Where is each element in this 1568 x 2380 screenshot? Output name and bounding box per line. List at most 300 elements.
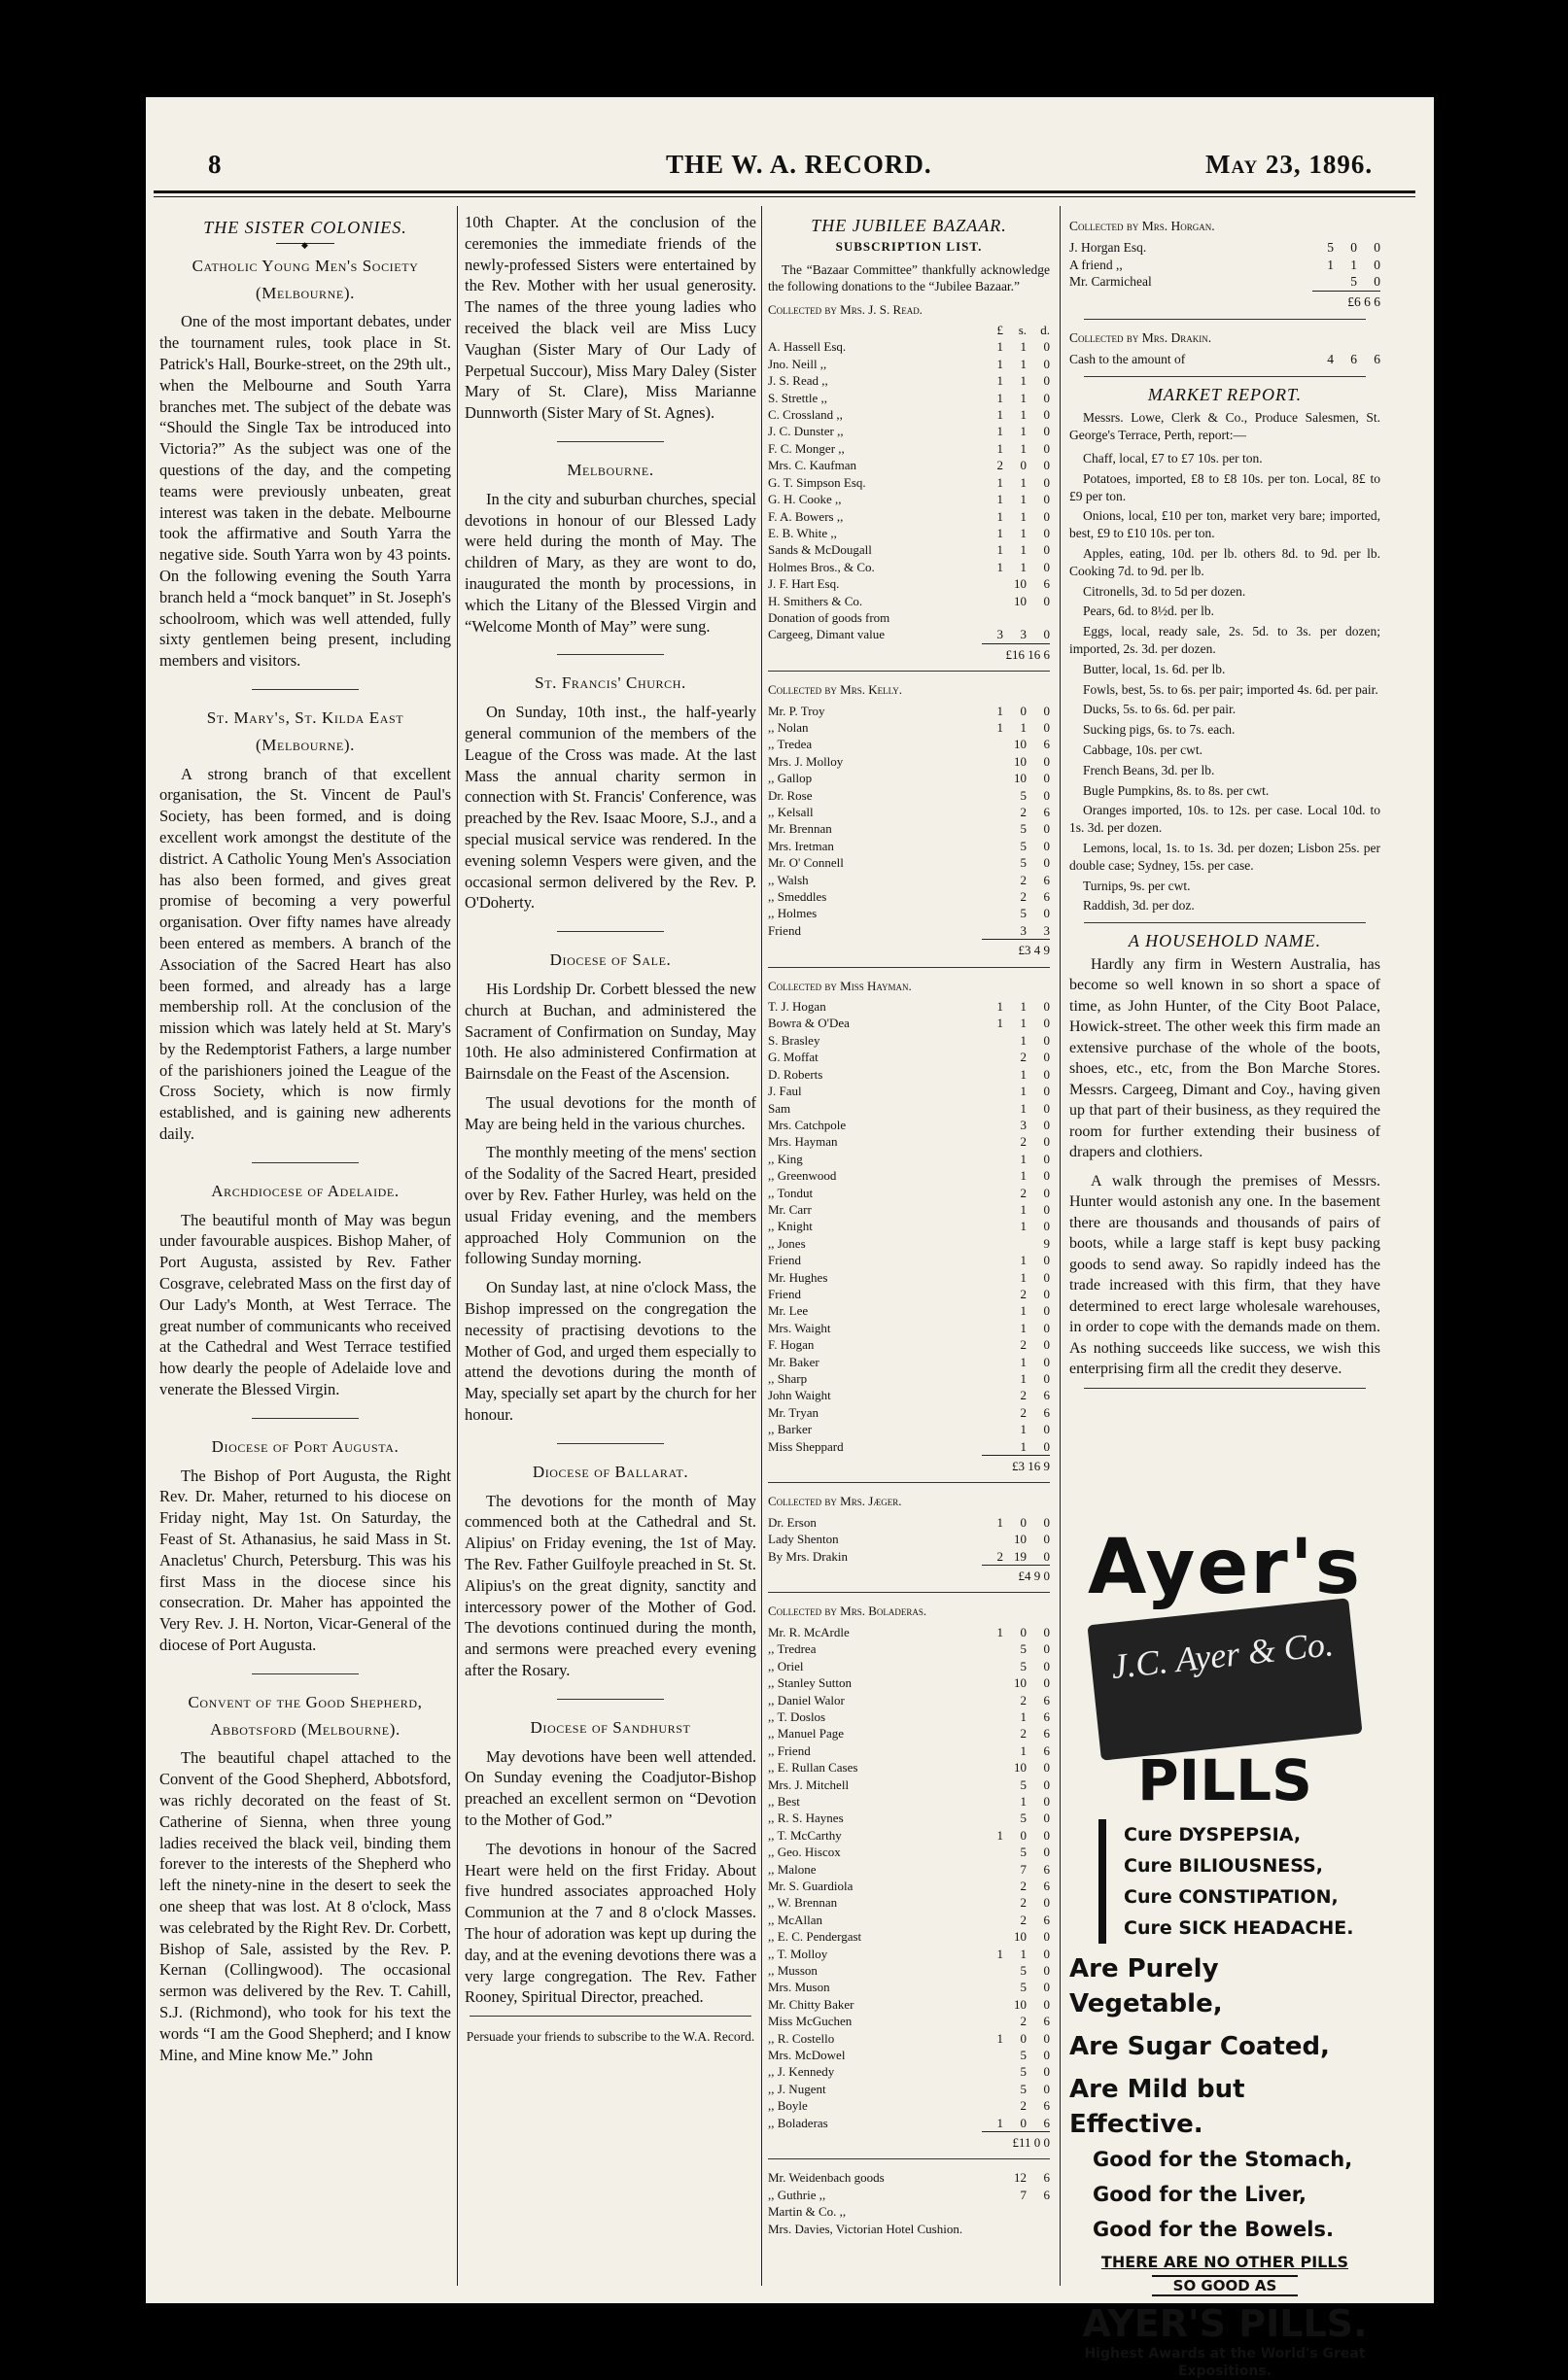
donor-row — [768, 1776, 1050, 1793]
donor-row — [768, 1640, 1050, 1657]
market-line: Apples, eating, 10d. per lb. others 8d. to 9d. per lb. Cooking 7d. to 9d. per lb. — [1069, 545, 1380, 578]
page-number: 8 — [208, 150, 223, 179]
market-line: Ducks, 5s. to 6s. 6d. per pair. — [1083, 702, 1237, 717]
donor-name: Lady Shenton — [768, 1532, 839, 1547]
donor-row — [768, 1015, 1050, 1031]
donor-name: Mr. Hughes — [768, 1269, 828, 1285]
donor-row — [768, 609, 1050, 626]
donor-amount: 1 — [996, 508, 1003, 524]
donor-amount: 5 — [1020, 1776, 1027, 1792]
donor-row — [768, 2221, 1050, 2237]
donor-amount: 0 — [1043, 559, 1050, 574]
donor-amount — [980, 1928, 1003, 1945]
donor-name: ,, Boladeras — [768, 2115, 828, 2130]
donor-amount: 1 — [996, 999, 1003, 1015]
donor-amount: 10 — [1014, 1675, 1027, 1691]
article-paragraph: One of the most important debates, under the tournament rules, took place in St. Patrick's Hall, Bourke-street, on the 29th ult., when the Melbourne and South Yarra branches met. The subject of the debate was “Should the Single Tax be introduced into Victoria?” As the subject was one of the questions of the day, and the competing teams were previously unbeaten, great interest was taken in the debate. Melbourne took the affirmative and South Yarra the negative side. South Yarra won by 43 points. On the following evening the South Yarra branch held a “mock banquet” in St. Joseph's schoolroom, which was well attended, fully sixty gentlemen being present, including members and visitors. — [159, 312, 451, 671]
collector-label: Collected by Mrs. Boladeras. — [768, 1604, 927, 1619]
section-heading: THE SISTER COLONIES. — [203, 218, 407, 237]
list-total: £3 4 9 — [982, 939, 1050, 958]
donor-name: By Mrs. Drakin — [768, 1548, 848, 1564]
donor-amount: 0 — [1043, 1371, 1050, 1386]
donor-amount — [980, 1235, 1003, 1252]
donor-name: G. H. Cooke ,, — [768, 492, 842, 507]
donor-amount: 1 — [996, 2030, 1003, 2046]
donor-amount: 0 — [1043, 627, 1050, 642]
donor-name: A. Hassell Esq. — [768, 339, 847, 355]
donor-row — [768, 2187, 1050, 2203]
donor-row — [768, 1725, 1050, 1742]
donor-amount: 0 — [1020, 703, 1027, 718]
section-divider — [252, 1418, 359, 1419]
donor-amount: 1 — [1020, 1438, 1027, 1454]
section-divider — [252, 689, 359, 690]
donor-row — [768, 872, 1050, 888]
donor-amount: 6 — [1350, 351, 1357, 366]
donor-amount: 1 — [996, 559, 1003, 574]
donor-name: ,, Manuel Page — [768, 1726, 844, 1742]
donor-amount — [980, 1912, 1003, 1928]
donor-amount: 1 — [1020, 1201, 1027, 1217]
market-line: Potatoes, imported, £8 to £8 10s. per ton. Local, 8£ to £9 per ton. — [1069, 470, 1380, 503]
donor-row — [768, 2013, 1050, 2029]
header-rule — [154, 190, 1415, 193]
donor-amount — [980, 1066, 1003, 1083]
donor-row — [768, 888, 1050, 905]
donor-name: Friend — [768, 922, 801, 938]
donor-row — [768, 338, 1050, 355]
market-line: Oranges imported, 10s. to 12s. per case. Local 10d. to 1s. 3d. per dozen. — [1069, 803, 1380, 836]
donor-amount: 1 — [996, 1946, 1003, 1961]
donor-amount: 1 — [996, 390, 1003, 405]
donor-row — [768, 1151, 1050, 1167]
article-paragraph: On Sunday last, at nine o'clock Mass, the Bishop impressed on the congregation the necessity of practising devotions to the Mother of God, and urged them especially to attend the devotions during the month of May, specially set apart by the church for her honour. — [465, 1278, 756, 1425]
units-spacer — [768, 322, 980, 338]
donor-amount: 0 — [1043, 719, 1050, 735]
list-divider — [768, 967, 1050, 968]
donor-name: Mrs. J. Molloy — [768, 753, 844, 769]
donor-amount: 0 — [1043, 1286, 1050, 1301]
donor-amount: 0 — [1043, 1548, 1050, 1564]
donor-amount: 0 — [1043, 1168, 1050, 1184]
donor-name: Mr. Baker — [768, 1354, 819, 1369]
donor-name: Donation of goods from — [768, 609, 890, 625]
donor-name: ,, Walsh — [768, 872, 809, 887]
donor-row — [768, 440, 1050, 457]
donor-amount: 0 — [1043, 1980, 1050, 1995]
donor-amount: 5 — [1020, 2048, 1027, 2063]
donor-amount — [980, 787, 1003, 804]
donor-row — [768, 390, 1050, 406]
amount-unit: d. — [1040, 323, 1050, 338]
issue-date: May 23, 1896. — [1205, 150, 1374, 179]
donor-amount: 1 — [996, 474, 1003, 490]
donor-name: G. Moffat — [768, 1050, 819, 1065]
donor-name: Dr. Erson — [768, 1514, 817, 1530]
donor-row — [1069, 273, 1380, 291]
donor-amount: 6 — [1043, 2098, 1050, 2114]
donor-amount: 0 — [1043, 593, 1050, 608]
donor-amount: 0 — [1043, 1946, 1050, 1961]
donor-amount: 0 — [1043, 1185, 1050, 1200]
column-jubilee-bazaar — [768, 212, 1050, 2237]
donor-amount — [980, 1354, 1003, 1370]
donor-amount — [980, 1531, 1003, 1547]
donor-row — [768, 1962, 1050, 1979]
donor-amount: 1 — [1020, 407, 1027, 423]
donor-name: Friend — [768, 1286, 801, 1301]
market-line: Citronells, 3d. to 5d per dozen. — [1083, 583, 1246, 599]
donor-amount — [980, 1404, 1003, 1421]
donor-row — [768, 854, 1050, 871]
donor-row — [768, 1286, 1050, 1302]
donor-name: Bowra & O'Dea — [768, 1016, 850, 1031]
section-divider — [557, 1443, 664, 1444]
donor-amount: 5 — [1020, 906, 1027, 921]
donor-amount: 10 — [1014, 771, 1027, 786]
donor-amount — [980, 1133, 1003, 1150]
donor-amount — [980, 753, 1003, 770]
donor-amount: 6 — [1043, 1404, 1050, 1420]
donor-amount: 0 — [1043, 1438, 1050, 1454]
list-total: £4 9 0 — [982, 1565, 1050, 1584]
donor-amount: 0 — [1043, 373, 1050, 389]
market-line: Chaff, local, £7 to £7 10s. per ton. — [1083, 450, 1263, 466]
donor-amount: 6 — [1043, 805, 1050, 819]
donor-amount: 6 — [1043, 1742, 1050, 1758]
bazaar-intro: The “Bazaar Committee” thankfully acknowledge the following donations to the “Jubilee Bazaar.” — [768, 261, 1050, 294]
donor-name: Martin & Co. ,, — [768, 2204, 847, 2220]
list-total: £3 16 9 — [982, 1455, 1050, 1474]
donor-amount: 0 — [1043, 2030, 1050, 2046]
donor-amount: 0 — [1043, 1996, 1050, 2012]
donor-name: Mrs. Iretman — [768, 838, 834, 853]
donor-row — [768, 1912, 1050, 1928]
donor-amount — [980, 888, 1003, 905]
donor-amount — [980, 1218, 1003, 1234]
amount-unit: £ — [996, 323, 1003, 338]
donor-amount: 1 — [1020, 1100, 1027, 1116]
donor-amount: 5 — [1327, 239, 1334, 255]
donor-amount: 0 — [1043, 1201, 1050, 1217]
pill-box-label: J.C. Ayer & Co. — [1109, 1624, 1336, 1687]
donor-row — [768, 1167, 1050, 1184]
donor-name: ,, J. Nugent — [768, 2081, 826, 2096]
donor-name: C. Crossland ,, — [768, 407, 843, 423]
donor-amount: 1 — [1020, 1168, 1027, 1184]
donor-name: Mr. O' Connell — [768, 855, 844, 871]
donor-amount: 0 — [1043, 458, 1050, 473]
donor-name: Mr. Carmicheal — [1069, 274, 1152, 290]
donor-row — [768, 1032, 1050, 1049]
donor-amount: 0 — [1043, 1337, 1050, 1353]
donor-amount: 0 — [1043, 1760, 1050, 1776]
market-line: Onions, local, £10 per ton, market very bare; imported, best, £9 to £10 10s. per ton. — [1069, 508, 1380, 541]
ad-cure-line: Cure SICK HEADACHE. — [1124, 1917, 1354, 1939]
donor-amount: 1 — [1020, 424, 1027, 439]
donor-row — [768, 1861, 1050, 1878]
market-line: Butter, local, 1s. 6d. per lb. — [1083, 661, 1226, 676]
donor-name: Mrs. C. Kaufman — [768, 458, 856, 473]
donor-row — [768, 998, 1050, 1015]
donor-row — [768, 1531, 1050, 1547]
donor-amount: 0 — [1043, 2064, 1050, 2080]
donor-name: J. C. Dunster ,, — [768, 424, 844, 439]
donor-amount: 19 — [1014, 1548, 1027, 1564]
section-title: Diocese of Sale. — [549, 950, 672, 970]
donor-amount — [980, 1962, 1003, 1979]
donor-amount: 3 — [1020, 627, 1027, 642]
article-paragraph: On Sunday, 10th inst., the half-yearly general communion of the members of the League of the Cross was made. At the last Mass the annual charity sermon in connection with St. Francis' Conference, was preached by the Rev. Isaac Moore, S.J., and a special musical service was rendered. In the evening solemn Vespers were given, and the occasional sermon delivered by the Rev. P. O'Doherty. — [465, 703, 756, 913]
donor-amount — [980, 2013, 1003, 2029]
donor-row — [768, 1133, 1050, 1150]
donor-row — [768, 1548, 1050, 1565]
donor-amount: 0 — [1043, 1066, 1050, 1082]
donor-name: Mr. Brennan — [768, 821, 832, 837]
market-line: Bugle Pumpkins, 8s. to 8s. per cwt. — [1083, 782, 1270, 798]
ad-pills-word: PILLS — [1137, 1747, 1312, 1813]
donor-amount: 6 — [1043, 1878, 1050, 1893]
article-paragraph: 10th Chapter. At the conclusion of the ceremonies the immediate friends of the newly-professed Sisters were entertained by the Rev. Mother with her usual generosity. The names of the three young ladies who received the black veil are Miss Lucy Vaughan (Sister Mary of Our Lady of Perpetual Succour), Miss Mary Daley (Sister Mary of St. Clare), Miss Marianne Dunnworth (Sister Mary of St. Agnes). — [465, 213, 756, 423]
donor-amount: 0 — [1020, 458, 1027, 473]
donor-amount — [980, 1861, 1003, 1878]
donor-amount — [980, 1421, 1003, 1437]
list-total: £6 6 6 — [1312, 291, 1380, 311]
donor-amount: 1 — [1020, 1946, 1027, 1961]
donor-amount: 1 — [996, 1624, 1003, 1639]
donor-name: G. T. Simpson Esq. — [768, 474, 866, 490]
donor-amount — [980, 1252, 1003, 1268]
donor-amount: 0 — [1043, 525, 1050, 540]
donor-row — [768, 1692, 1050, 1708]
collector-label: Collected by Mrs. Jæger. — [768, 1494, 902, 1509]
donor-amount: 10 — [1014, 576, 1027, 592]
donor-amount: 1 — [1020, 1371, 1027, 1386]
donor-amount: 2 — [1020, 1337, 1027, 1353]
donor-row — [768, 1708, 1050, 1725]
donor-name: Mr. Tryan — [768, 1404, 819, 1420]
donor-name: ,, Knight — [768, 1219, 813, 1234]
donor-name: ,, E. Rullan Cases — [768, 1760, 858, 1776]
ad-name: AYER'S PILLS. — [1082, 2302, 1368, 2345]
donor-amount: 0 — [1043, 542, 1050, 558]
donor-amount: 5 — [1020, 1641, 1027, 1657]
donor-amount: 6 — [1043, 1692, 1050, 1707]
donor-name: E. B. White ,, — [768, 525, 837, 540]
donor-name: Dr. Rose — [768, 787, 813, 803]
market-line: Sucking pigs, 6s. to 7s. each. — [1083, 722, 1236, 738]
section-divider — [557, 931, 664, 932]
donor-amount: 10 — [1014, 1760, 1027, 1776]
donor-amount: 0 — [1043, 906, 1050, 921]
list-divider — [768, 671, 1050, 672]
donor-row — [768, 457, 1050, 473]
donor-amount: 0 — [1043, 1253, 1050, 1268]
donor-amount: 5 — [1020, 855, 1027, 871]
donor-row — [768, 770, 1050, 786]
donor-row — [768, 508, 1050, 525]
masthead-title: THE W. A. RECORD. — [666, 150, 932, 179]
article-paragraph: A strong branch of that excellent organisation, the St. Vincent de Paul's Society, has been formed, and is doing excellent work amongst the destitute of the district. A Catholic Young Men's Association has also been formed, and gives great promise of becoming a very powerful organisation. Over fifty names have already been entered as members. A branch of the Association of the Sacred Heart has also been formed, and already has a large membership roll. At the conclusion of the mission which was lately held at St. Mary's by the Redemptorist Fathers, a large number of the parishioners joined the League of the Cross Society, which is now firmly established, and is gaining new adherents daily. — [159, 764, 451, 1144]
article-paragraph: The beautiful month of May was begun under favourable auspices. Bishop Maher, of Port Augusta, assisted by Rev. Father Cosgrave, celebrated Mass on the first day of Our Lady's Month, at West Terrace. The great number of communicants who received at the Cathedral and West Terrace testified how dearly the people of Adelaide love and venerate the Blessed Virgin. — [159, 1210, 451, 1399]
donor-amount — [1003, 2221, 1027, 2237]
donor-row — [768, 1827, 1050, 1844]
donor-amount: 1 — [1020, 474, 1027, 490]
donor-row — [1069, 239, 1380, 257]
donor-amount — [980, 1979, 1003, 1995]
donor-amount: 0 — [1043, 1354, 1050, 1369]
donor-amount — [1027, 609, 1050, 626]
donor-amount: 5 — [1020, 1845, 1027, 1860]
donor-row — [768, 1810, 1050, 1826]
donor-row — [768, 1624, 1050, 1640]
donor-amount: 0 — [1043, 1793, 1050, 1809]
market-report-heading: MARKET REPORT. — [1147, 384, 1303, 404]
collector-label: Collected by Mrs. Drakin. — [1069, 329, 1212, 345]
donor-row — [1069, 351, 1380, 368]
donor-name: ,, Tredea — [768, 737, 813, 752]
donor-amount — [980, 1438, 1003, 1455]
donor-amount: 0 — [1043, 1100, 1050, 1116]
section-divider — [557, 654, 664, 655]
donor-amount: 0 — [1043, 1675, 1050, 1691]
donor-row — [768, 838, 1050, 854]
donor-name: ,, Guthrie ,, — [768, 2187, 826, 2202]
donor-row — [768, 1421, 1050, 1437]
section-title: Diocese of Sandhurst — [530, 1717, 691, 1737]
donor-row — [768, 1387, 1050, 1403]
donor-name: Mrs. Catchpole — [768, 1117, 847, 1132]
donor-row — [768, 2063, 1050, 2080]
donor-row — [768, 1894, 1050, 1911]
donor-name: ,, Tondut — [768, 1185, 814, 1200]
donor-amount: 0 — [1043, 1827, 1050, 1843]
donor-amount — [980, 804, 1003, 820]
donor-name: ,, Tredrea — [768, 1641, 817, 1657]
donor-name: Mrs. J. Mitchell — [768, 1776, 850, 1792]
donor-amount — [980, 1640, 1003, 1657]
donor-amount: 7 — [1020, 1861, 1027, 1877]
donor-amount — [980, 1185, 1003, 1201]
section-heading: THE JUBILEE BAZAAR. — [811, 216, 1007, 235]
donor-amount: 0 — [1043, 838, 1050, 853]
market-line: Turnips, 9s. per cwt. — [1083, 878, 1191, 893]
donor-name: Miss McGuchen — [768, 2014, 853, 2029]
ad-cure-line: Cure CONSTIPATION, — [1124, 1886, 1339, 1908]
donor-amount: 0 — [1043, 1219, 1050, 1234]
list-divider — [768, 1592, 1050, 1593]
donor-amount: 1 — [996, 424, 1003, 439]
donor-name: S. Strettle ,, — [768, 390, 828, 405]
ad-claim-line: Are Sugar Coated, — [1069, 2032, 1330, 2061]
donor-amount: 0 — [1043, 1084, 1050, 1099]
donor-amount: 2 — [1020, 1878, 1027, 1893]
donor-name: ,, Barker — [768, 1422, 813, 1437]
donor-amount: 0 — [1043, 771, 1050, 786]
donor-amount — [980, 1692, 1003, 1708]
donor-amount: 1 — [1020, 1032, 1027, 1048]
donor-amount: 6 — [1043, 1726, 1050, 1742]
article-paragraph: A walk through the premises of Messrs. Hunter would astonish any one. In the basement there are thousands and thousands of pairs of boots, while a large staff is kept busy packing goods to send away. So rapidly indeed has the trade increased with this firm, that they have determined to erect large wholesale warehouses, in order to cope with the demands made on them. As nothing succeeds like success, we wish this enterprising firm all the credit they deserve. — [1069, 1172, 1380, 1378]
donor-amount: 1 — [1020, 373, 1027, 389]
section-subtitle: Abbotsford (Melbourne). — [210, 1719, 401, 1739]
market-line: Raddish, 3d. per doz. — [1083, 898, 1195, 914]
donor-row — [768, 1979, 1050, 1995]
ad-goods-list — [1069, 2142, 1380, 2247]
donor-amount — [980, 2221, 1003, 2237]
article-paragraph: In the city and suburban churches, special devotions in honour of our Blessed Lady were held during the month of May. The children of Mary, as they are wont to do, inaugurated the month by processions, in which the Litany of the Blessed Virgin and “Welcome Month of May” were sung. — [465, 489, 756, 636]
donor-name: D. Roberts — [768, 1066, 823, 1082]
amount-units-row — [768, 322, 1050, 338]
donor-name: ,, R. S. Haynes — [768, 1811, 844, 1826]
donor-amount — [980, 2169, 1003, 2186]
donor-amount — [980, 1387, 1003, 1403]
donor-row — [768, 804, 1050, 820]
donor-amount — [980, 1894, 1003, 1911]
donor-amount — [980, 1844, 1003, 1860]
donor-row — [1069, 257, 1380, 274]
donor-name: S. Brasley — [768, 1032, 820, 1048]
donor-row — [768, 1759, 1050, 1776]
article-paragraph: The monthly meeting of the mens' section of the Sodality of the Sacred Heart, presided over by Rev. Father Hurley, was held on the usual Friday evening, and the members approached Holy Communion on the following Sunday morning. — [465, 1143, 756, 1268]
donor-name: J. F. Hart Esq. — [768, 576, 840, 592]
donor-amount: 1 — [1020, 559, 1027, 574]
donor-amount: 0 — [1043, 1776, 1050, 1792]
column-two — [465, 212, 756, 2048]
donor-name: Mr. R. McArdle — [768, 1624, 850, 1639]
donor-row — [768, 719, 1050, 736]
donor-amount: 1 — [1020, 1219, 1027, 1234]
donor-amount — [980, 854, 1003, 871]
donor-amount: 1 — [996, 719, 1003, 735]
donor-amount: 0 — [1043, 356, 1050, 371]
donor-amount: 1 — [996, 373, 1003, 389]
donor-amount: 0 — [1043, 1963, 1050, 1978]
section-subtitle: (Melbourne). — [256, 735, 355, 754]
ad-cure-line: Cure BILIOUSNESS, — [1124, 1855, 1323, 1877]
section-divider — [252, 1673, 359, 1674]
list-divider — [1084, 319, 1366, 320]
donor-amount: 1 — [1020, 999, 1027, 1015]
donor-amount: 0 — [1374, 257, 1380, 272]
donor-amount: 2 — [996, 458, 1003, 473]
newspaper-page — [146, 97, 1434, 2379]
donor-amount — [980, 1708, 1003, 1725]
donor-amount: 6 — [1043, 2115, 1050, 2130]
donor-amount: 1 — [1020, 542, 1027, 558]
amount-unit: s. — [1018, 323, 1027, 338]
donor-name: H. Smithers & Co. — [768, 593, 863, 608]
donor-amount: 5 — [1020, 1980, 1027, 1995]
donor-amount: 0 — [1043, 1811, 1050, 1826]
market-line: Fowls, best, 5s. to 6s. per pair; imported 4s. 6d. per pair. — [1083, 681, 1378, 697]
donor-amount — [980, 1286, 1003, 1302]
donor-row — [768, 1252, 1050, 1268]
collector-label: Collected by Miss Hayman. — [768, 978, 912, 993]
donor-amount: 0 — [1043, 855, 1050, 871]
donor-row — [768, 2030, 1050, 2047]
donor-row — [768, 1404, 1050, 1421]
donor-row — [768, 1218, 1050, 1234]
donor-row — [768, 1083, 1050, 1099]
donor-row — [768, 626, 1050, 642]
donor-name: ,, Kelsall — [768, 805, 814, 819]
section-title: Convent of the Good Shepherd, — [188, 1692, 423, 1711]
donor-amount: 2 — [1020, 1912, 1027, 1927]
donor-amount — [980, 1759, 1003, 1776]
article-paragraph: Hardly any firm in Western Australia, has become so well known in so short a space of time, as John Hunter, of the City Boot Palace, Howick-street. The other week this firm made an extensive purchase of the whole of the boots, shoes, etc., etc, from the Bon Marche Stores. Messrs. Cargeeg, Dimant and Coy., having given up that part of their business, as they required the room for further extending their business of drapers and clothiers. — [1069, 955, 1380, 1161]
article-paragraph: His Lordship Dr. Corbett blessed the new church at Buchan, and administered the Sacrament of Confirmation on Sunday, May 10th. He also administered Confirmation at Bairnsdale on the Feast of the Ascension. — [465, 979, 756, 1084]
